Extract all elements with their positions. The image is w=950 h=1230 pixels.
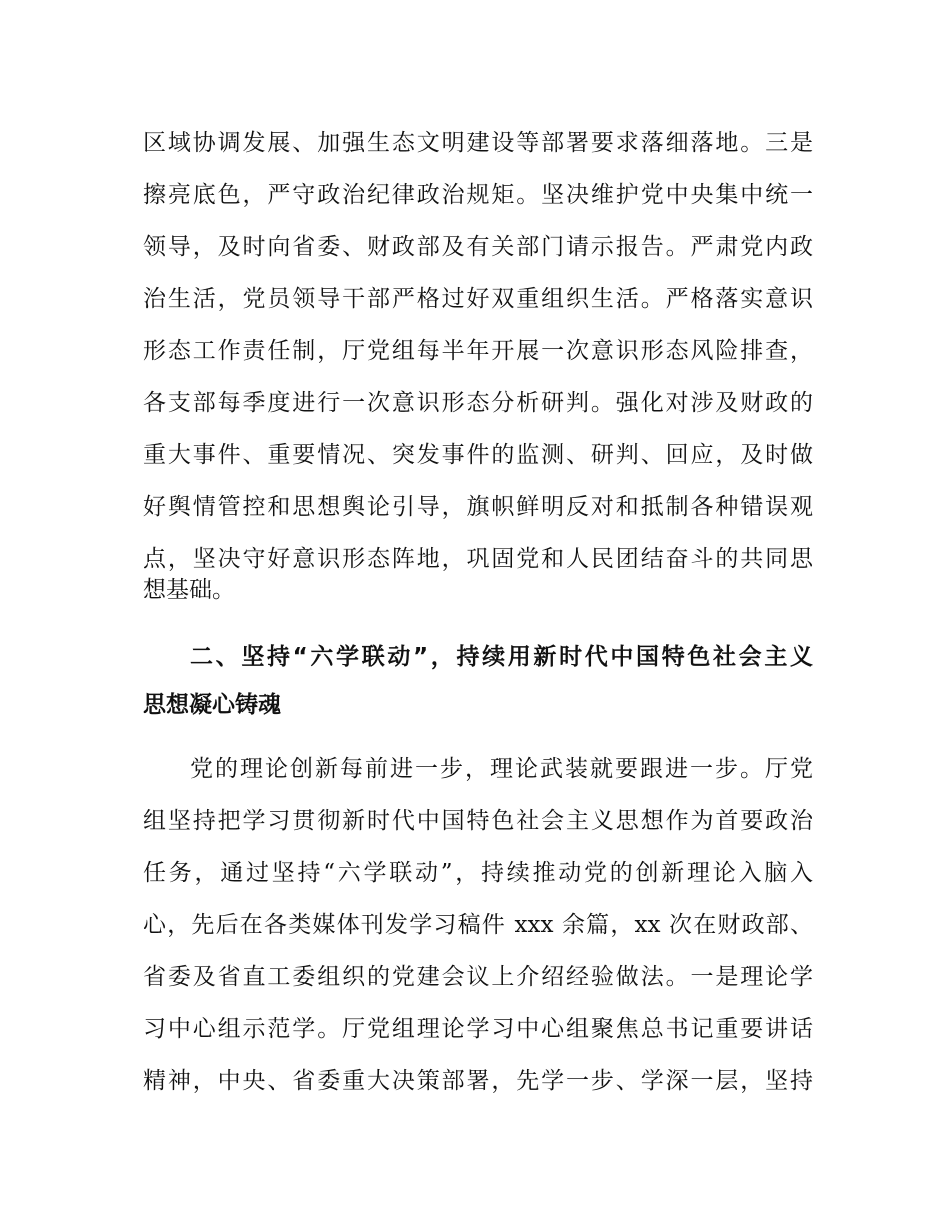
paragraph-2-line: 习中心组示范学。厅党组理论学习中心组聚焦总书记重要讲话 [143,1016,813,1042]
paragraph-1-line: 重大事件、重要情况、突发事件的监测、研判、回应，及时做 [143,442,813,468]
paragraph-1-line: 擦亮底色，严守政治纪律政治规矩。坚决维护党中央集中统一 [143,182,813,208]
section-heading-line: 思想凝心铸魂 [143,692,281,718]
paragraph-1-line: 想基础。 [143,577,235,603]
paragraph-2-line: 任务，通过坚持“六学联动”，持续推动党的创新理论入脑入 [143,860,813,886]
paragraph-1-line: 领导，及时向省委、财政部及有关部门请示报告。严肃党内政 [143,234,813,260]
paragraph-2-line: 党的理论创新每前进一步，理论武装就要跟进一步。厅党 [190,756,813,782]
paragraph-1-line: 点，坚决守好意识形态阵地，巩固党和人民团结奋斗的共同思 [143,546,813,572]
paragraph-1-line: 好舆情管控和思想舆论引导，旗帜鲜明反对和抵制各种错误观 [143,494,813,520]
paragraph-2-line: 组坚持把学习贯彻新时代中国特色社会主义思想作为首要政治 [143,808,813,834]
paragraph-2-line: 省委及省直工委组织的党建会议上介绍经验做法。一是理论学 [143,964,813,990]
paragraph-1-line: 形态工作责任制，厅党组每半年开展一次意识形态风险排查， [143,338,813,364]
paragraph-2-line: 精神，中央、省委重大决策部署，先学一步、学深一层，坚持 [143,1068,813,1094]
paragraph-2-line: 心，先后在各类媒体刊发学习稿件 xxx 余篇，xx 次在财政部、 [143,912,813,938]
paragraph-1-line: 各支部每季度进行一次意识形态分析研判。强化对涉及财政的 [143,390,813,416]
paragraph-1-line: 治生活，党员领导干部严格过好双重组织生活。严格落实意识 [143,286,813,312]
section-heading-line: 二、坚持“六学联动”，持续用新时代中国特色社会主义 [190,644,813,670]
paragraph-1-line: 区域协调发展、加强生态文明建设等部署要求落细落地。三是 [143,130,813,156]
